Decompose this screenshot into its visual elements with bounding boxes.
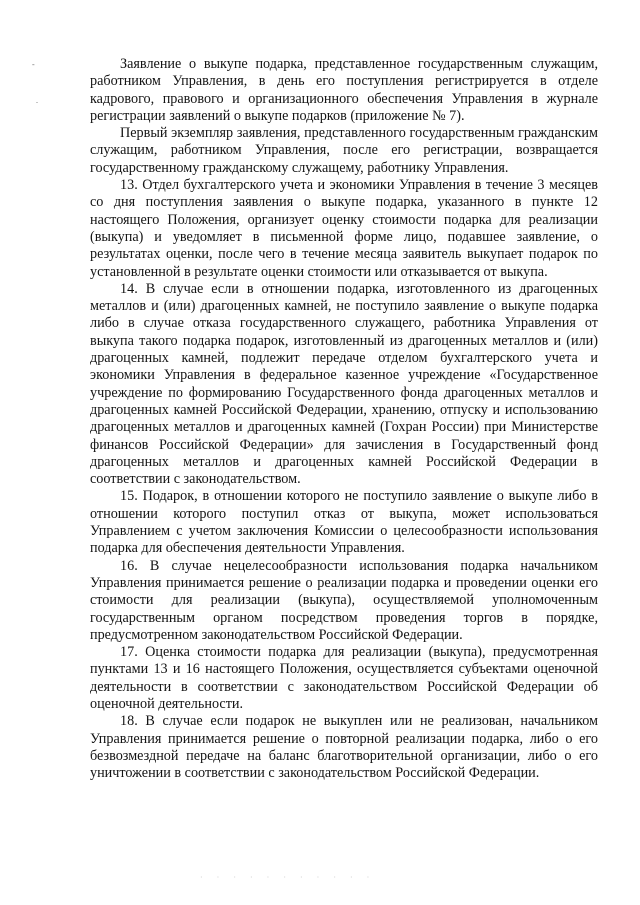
paragraph-item-16: 16. В случае нецелесообразности использования подарка начальником Управления принимается решение о реализации подарка и проведении оценки его стоимости для реализации (выкупа), осуществляемой уполномоченным государственным органом посредством проведения торгов в порядке, предусмотренном законодательством Российской Федерации.: [90, 557, 598, 643]
paragraph-item-17: 17. Оценка стоимости подарка для реализации (выкупа), предусмотренная пунктами 13 и 16 настоящего Положения, осуществляется субъектами оценочной деятельности в соответствии с законодательством Российской Федерации об оценочной деятельности.: [90, 644, 598, 712]
scan-noise: · · · · · · · · · · ·: [200, 873, 376, 882]
scan-mark: -: [32, 60, 35, 69]
paragraph-first-copy-return: Первый экземпляр заявления, представленного государственным гражданским служащим, работником Управления, после его регистрации, возвращается государственному гражданскому служащему, работнику Управления.: [90, 125, 598, 176]
paragraph-item-14: 14. В случае если в отношении подарка, изготовленного из драгоценных металлов и (или) драгоценных камней, не поступило заявление о выкупе подарка либо в случае отказа государственного служащего, работника Управления от выкупа такого подарка подарок, изготовленный из драгоценных металлов и (или) драгоценных камней, подлежит передаче отделом бухгалтерского учета и экономики Управления в федеральное казенное учреждение «Государственное учреждение по формированию Государственного фонда драгоценных металлов и драгоценных камней Российской Федерации, хранению, отпуску и использованию драгоценных металлов и драгоценных камней (Гохран России) при Министерстве финансов Российской Федерации» для зачисления в Государственный фонд драгоценных металлов и драгоценных камней Российской Федерации в соответствии с законодательством.: [90, 280, 598, 488]
document-body: [90, 56, 598, 782]
paragraph-gift-buyout-registration: Заявление о выкупе подарка, представленное государственным служащим, работником Управления, в день его поступления регистрируется в отделе кадрового, правового и организационного обеспечения Управления в журнале регистрации заявлений о выкупе подарков (приложение № 7).: [90, 56, 598, 124]
scan-mark: .: [36, 96, 38, 105]
paragraph-item-18: 18. В случае если подарок не выкуплен или не реализован, начальником Управления принимается решение о повторной реализации подарка, либо о его безвозмездной передаче на баланс благотворительной организации, либо о его уничтожении в соответствии с законодательством Российской Федерации.: [90, 713, 598, 782]
paragraph-item-15: 15. Подарок, в отношении которого не поступило заявление о выкупе либо в отношении которого поступил отказ от выкупа, может использоваться Управлением с учетом заключения Комиссии о целесообразности использования подарка для обеспечения деятельности Управления.: [90, 488, 598, 557]
paragraph-item-13: 13. Отдел бухгалтерского учета и экономики Управления в течение 3 месяцев со дня поступления заявления о выкупе подарка, указанного в пункте 12 настоящего Положения, организует оценку стоимости подарка для реализации (выкупа) и уведомляет в письменной форме лицо, подавшее заявление, о результатах оценки, после чего в течение месяца заявитель выкупает подарок по установленной в результате оценки стоимости или отказывается от выкупа.: [90, 177, 598, 280]
